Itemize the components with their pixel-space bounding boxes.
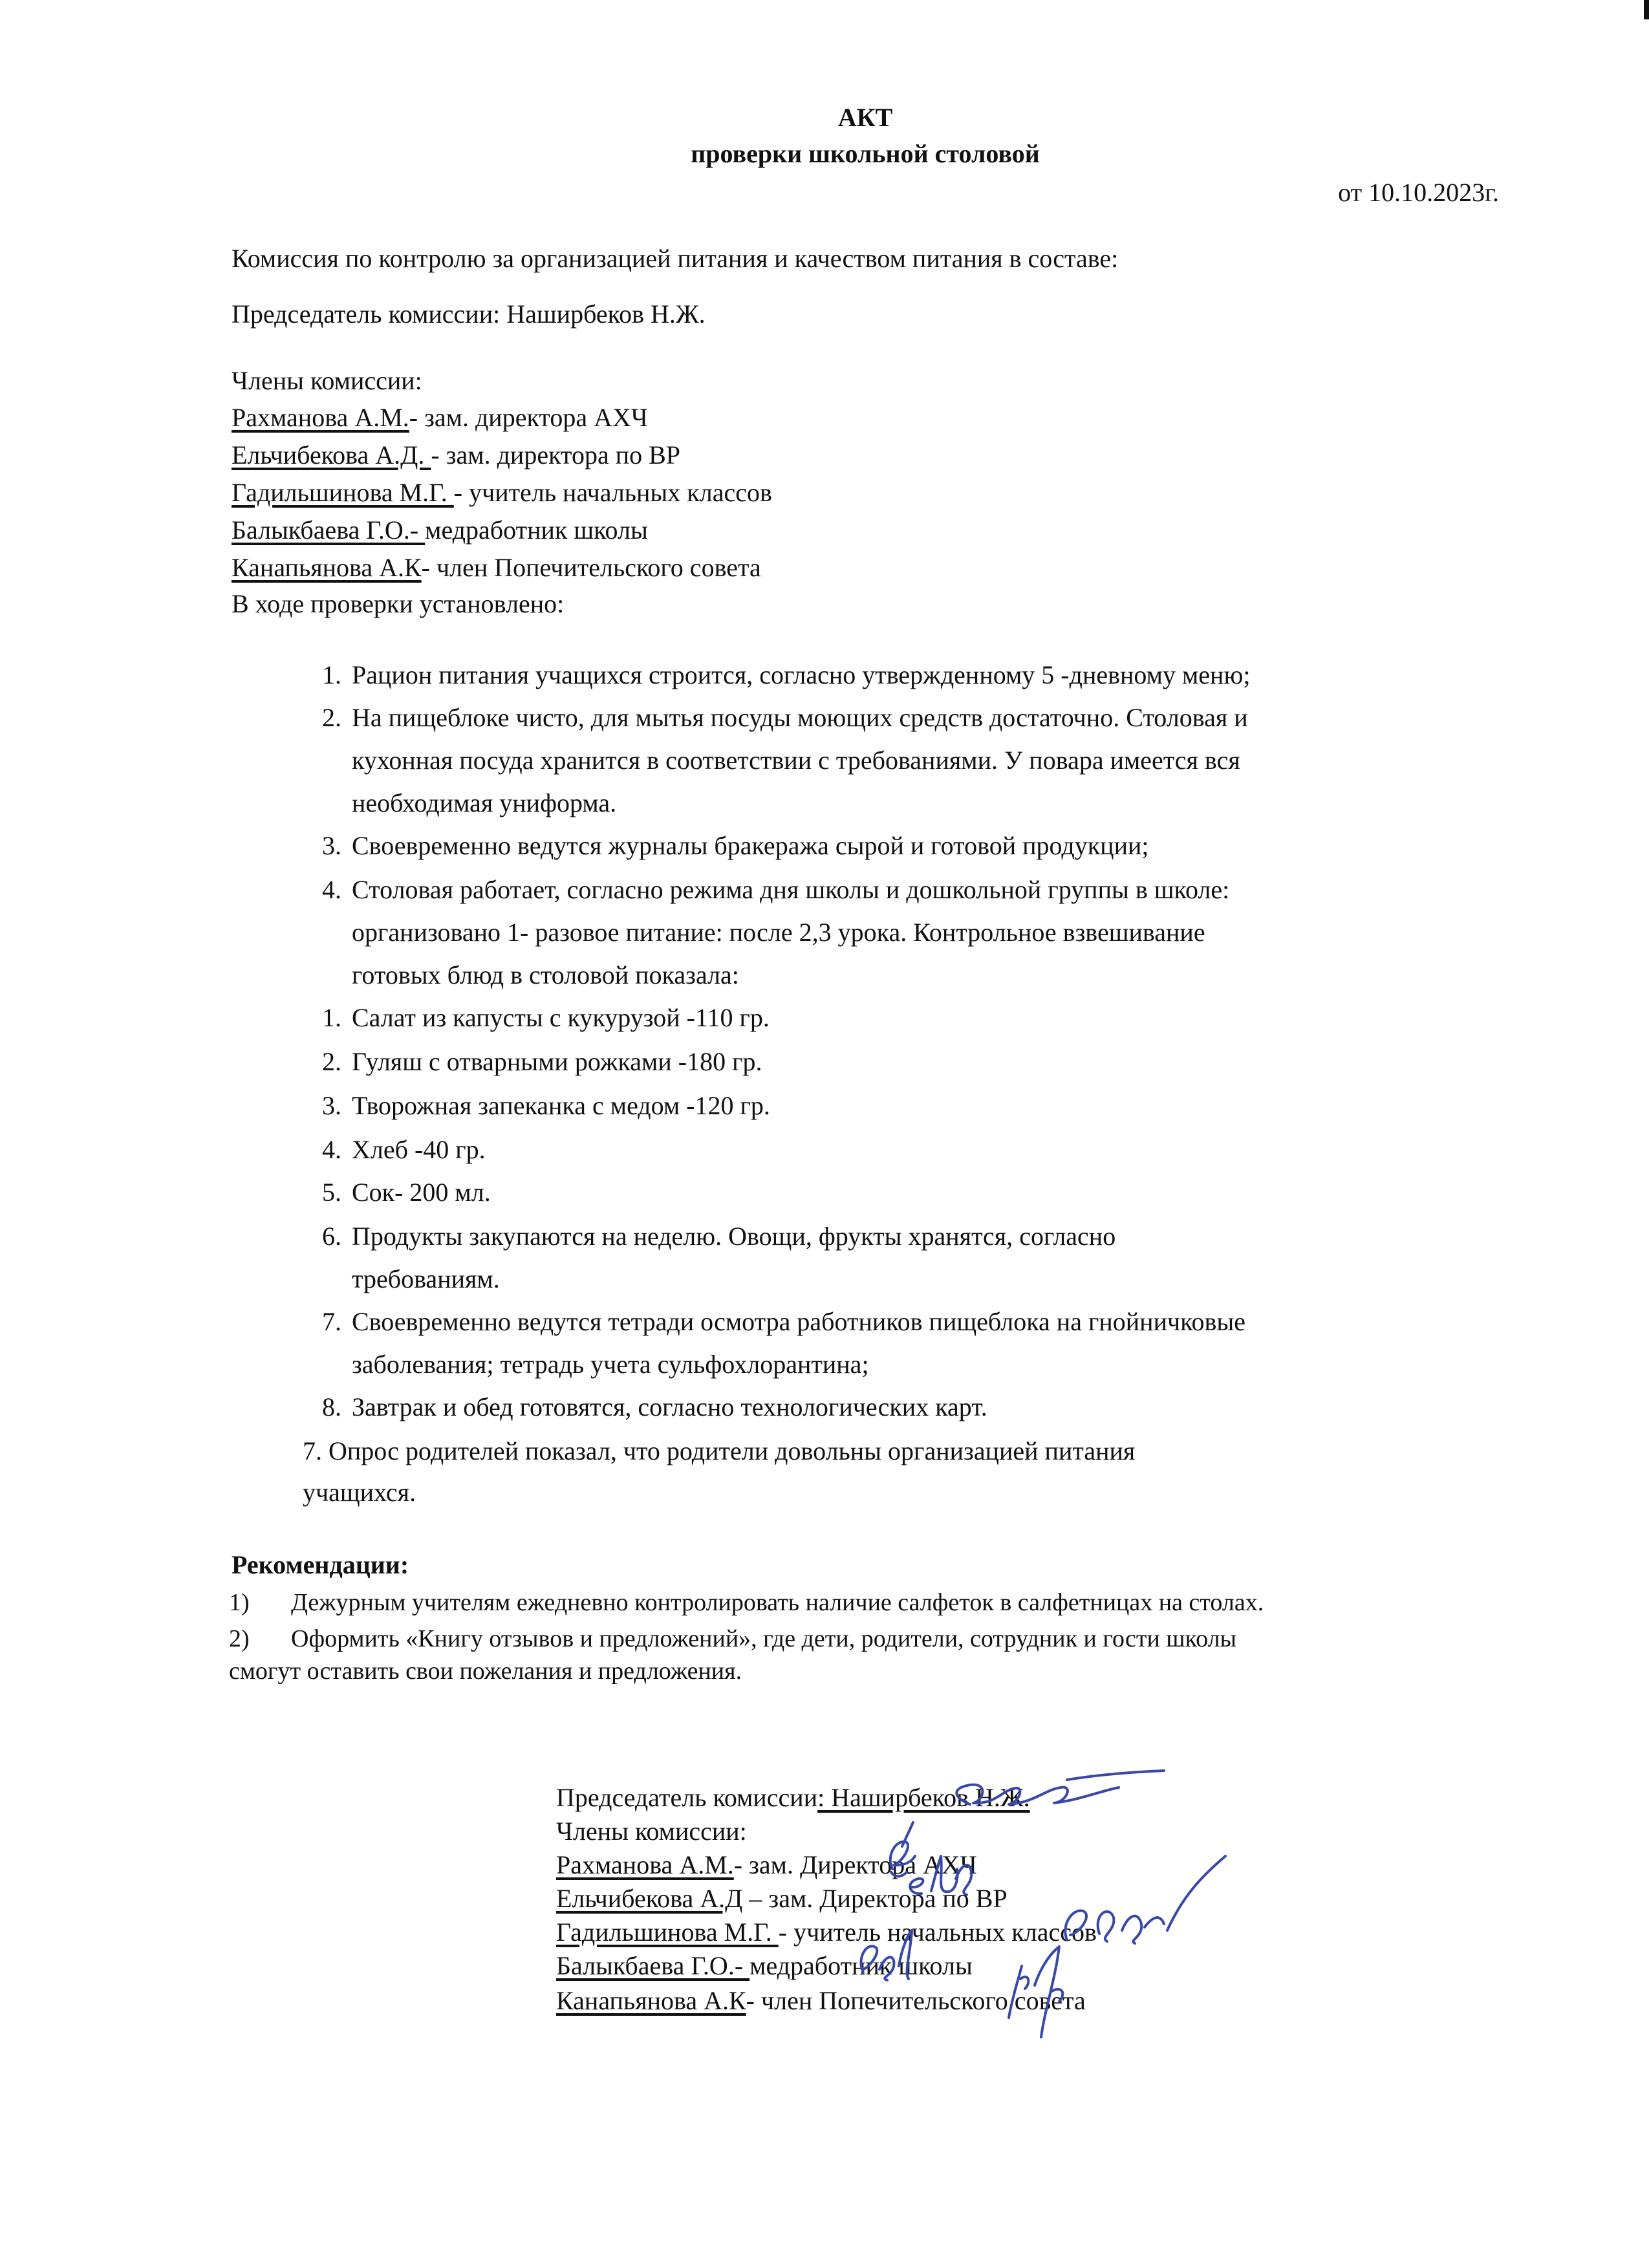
sig-member-line [556, 1883, 1008, 1914]
member-name: Балыкбаева Г.О.- [232, 515, 426, 545]
survey-text: учащихся. [303, 1478, 416, 1507]
member-name: Гадильшинова М.Г. [556, 1917, 779, 1947]
list-item-number: 2. [322, 703, 341, 732]
sig-member-line [556, 1917, 1097, 1948]
member-name: Канапьянова А.К [556, 1986, 746, 2015]
list-item-text: кухонная посуда хранится в соответствии с требованиями. У повара имеется вся [352, 746, 1240, 775]
member-name: Ельчибекова А.Д [556, 1884, 743, 1913]
list-item-number: 2. [322, 1047, 341, 1076]
document-date: от 10.10.2023г. [1338, 178, 1499, 207]
member-role: - учитель начальных классов [778, 1917, 1097, 1947]
member-name: Балыкбаева Г.О.- [556, 1951, 750, 1980]
list-item-number: 3. [322, 831, 341, 860]
recommendation-text: Дежурным учителям ежедневно контролировать наличие салфеток в салфетницах на столах. [291, 1589, 1264, 1616]
member-role: - зам. директора АХЧ [409, 403, 648, 432]
member-role: медработник школы [425, 515, 648, 545]
recommendation-continuation: смогут оставить свои пожелания и предложения. [229, 1658, 742, 1685]
survey-text: 7. Опрос родителей показал, что родители довольны организацией питания [303, 1436, 1136, 1465]
list-item-text: Завтрак и обед готовятся, согласно технологических карт. [352, 1392, 987, 1421]
member-line [232, 515, 648, 546]
sig-members-heading: Члены комиссии: [556, 1817, 747, 1846]
list-item-text: Творожная запеканка с медом -120 гр. [352, 1091, 770, 1120]
list-item-text: Хлеб -40 гр. [352, 1135, 486, 1164]
list-item-number: 1. [322, 660, 341, 689]
list-item-number: 8. [322, 1392, 341, 1421]
sig-member-line [556, 1950, 973, 1982]
list-item-text: готовых блюд в столовой показала: [352, 960, 739, 989]
recommendations-heading: Рекомендации: [232, 1550, 409, 1579]
list-item-text: Сок- 200 мл. [352, 1178, 491, 1207]
list-item-text: На пищеблоке чисто, для мытья посуды моющих средств достаточно. Столовая и [352, 703, 1248, 732]
recommendation-number: 2) [229, 1625, 250, 1652]
list-item-number: 3. [322, 1091, 341, 1120]
list-item-text: Гуляш с отварными рожками -180 гр. [352, 1047, 762, 1076]
list-item-text: организовано 1- разовое питание: после 2,3 урока. Контрольное взвешивание [352, 918, 1205, 947]
list-item-text: Салат из капусты с кукурузой -110 гр. [352, 1003, 770, 1032]
list-item-text: заболевания; тетрадь учета сульфохлорантина; [352, 1350, 869, 1379]
list-item-number: 4. [322, 1135, 341, 1164]
list-item-text: Столовая работает, согласно режима дня школы и дошкольной группы в школе: [352, 875, 1230, 904]
member-role: - учитель начальных классов [453, 478, 772, 507]
list-item-text: необходимая униформа. [352, 788, 617, 817]
member-role: - член Попечительского совета [746, 1986, 1086, 2015]
list-item-text: требованиям. [352, 1264, 500, 1293]
member-line [232, 552, 761, 583]
member-line [232, 440, 680, 471]
member-name: Канапьянова А.К [232, 553, 422, 582]
members-heading: Члены комиссии: [232, 366, 422, 395]
list-item-text: Рацион питания учащихся строится, согласно утвержденному 5 -дневному меню; [352, 660, 1251, 689]
member-role: – зам. Директора по ВР [742, 1884, 1008, 1913]
member-line [232, 402, 648, 433]
intro-text: Комиссия по контролю за организацией питания и качеством питания в составе: [232, 244, 1119, 273]
member-name: Гадильшинова М.Г. [232, 478, 454, 507]
list-item-text: Своевременно ведутся журналы бракеража сырой и готовой продукции; [352, 831, 1149, 860]
sig-chairman-label: Председатель комиссии [556, 1783, 818, 1812]
sig-member-line [556, 1850, 977, 1881]
member-line [232, 477, 772, 508]
list-item-number: 4. [322, 875, 341, 904]
list-item-text: Своевременно ведутся тетради осмотра работников пищеблока на гнойничковые [352, 1307, 1246, 1336]
list-item-number: 1. [322, 1003, 341, 1032]
recommendation-item [229, 1625, 1236, 1654]
recommendation-text: Оформить «Книгу отзывов и предложений», где дети, родители, сотрудник и гости школы [291, 1625, 1237, 1652]
findings-heading: В ходе проверки установлено: [232, 589, 565, 618]
recommendation-item [229, 1588, 1264, 1618]
member-name: Ельчибекова А.Д. [232, 440, 431, 470]
member-role: - зам. Директора АХЧ [733, 1850, 977, 1879]
member-name: Рахманова А.М. [556, 1850, 734, 1879]
sig-member-line [556, 1985, 1086, 2016]
sig-chairman-name: : Наширбеков Н.Ж. [817, 1783, 1030, 1812]
member-name: Рахманова А.М. [232, 403, 409, 432]
chairman-line: Председатель комиссии: Наширбеков Н.Ж. [232, 299, 706, 329]
list-item-number: 5. [322, 1178, 341, 1207]
member-role: - зам. директора по ВР [431, 440, 681, 470]
list-item-number: 7. [322, 1307, 341, 1336]
recommendation-number: 1) [229, 1589, 250, 1616]
document-subtitle: проверки школьной столовой [691, 139, 1040, 168]
member-role: - член Попечительского совета [421, 553, 761, 582]
list-item-number: 6. [322, 1222, 341, 1251]
list-item-text: Продукты закупаются на неделю. Овощи, фрукты хранятся, согласно [352, 1222, 1116, 1251]
member-role: медработник школы [749, 1951, 973, 1980]
sig-chairman-line [556, 1782, 1030, 1813]
document-title: АКТ [837, 103, 893, 132]
scan-edge-mark [1644, 0, 1649, 19]
